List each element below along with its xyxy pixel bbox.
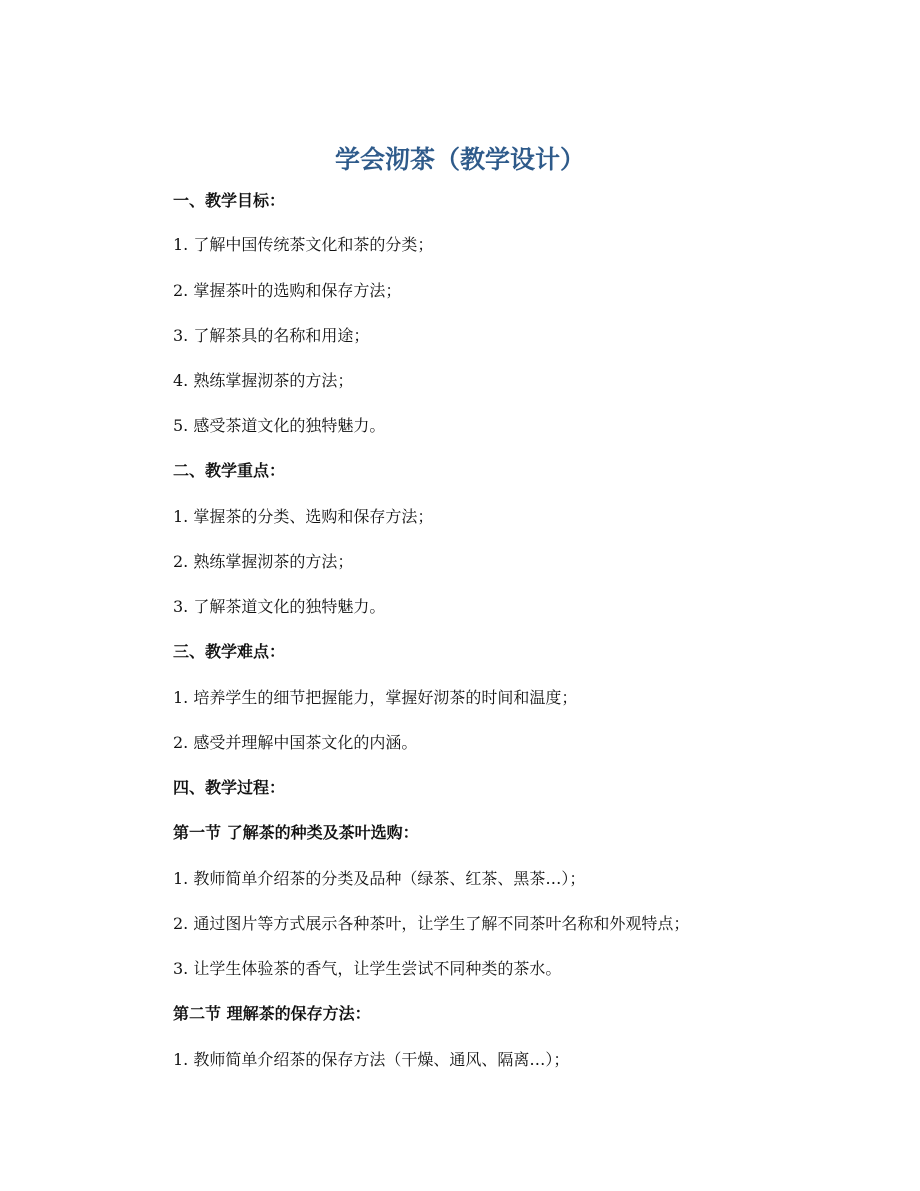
goal-item: 2. 掌握茶叶的选购和保存方法； bbox=[173, 281, 402, 300]
key-point-item: 3. 了解茶道文化的独特魅力。 bbox=[173, 597, 386, 616]
section-heading-goals: 一、教学目标： bbox=[173, 191, 286, 210]
process-part1-item: 1. 教师简单介绍茶的分类及品种（绿茶、红茶、黑茶…）； bbox=[173, 869, 586, 888]
goal-item: 5. 感受茶道文化的独特魅力。 bbox=[173, 416, 386, 435]
goal-item: 4. 熟练掌握沏茶的方法； bbox=[173, 371, 354, 390]
section-heading-difficulties: 三、教学难点： bbox=[173, 642, 286, 661]
process-part1-heading: 第一节 了解茶的种类及茶叶选购： bbox=[173, 823, 419, 842]
document-title: 学会沏茶（教学设计） bbox=[334, 145, 585, 174]
process-part2-item: 1. 教师简单介绍茶的保存方法（干燥、通风、隔离…）； bbox=[173, 1050, 570, 1069]
key-point-item: 2. 熟练掌握沏茶的方法； bbox=[173, 552, 354, 571]
section-heading-process: 四、教学过程： bbox=[173, 778, 286, 797]
process-part2-heading: 第二节 理解茶的保存方法： bbox=[173, 1004, 371, 1023]
process-part1-item: 2. 通过图片等方式展示各种茶叶，让学生了解不同茶叶名称和外观特点； bbox=[173, 914, 690, 933]
section-heading-key-points: 二、教学重点： bbox=[173, 461, 286, 480]
goal-item: 3. 了解茶具的名称和用途； bbox=[173, 326, 370, 345]
process-part1-item: 3. 让学生体验茶的香气，让学生尝试不同种类的茶水。 bbox=[173, 959, 562, 978]
key-point-item: 1. 掌握茶的分类、选购和保存方法； bbox=[173, 507, 434, 526]
goal-item: 1. 了解中国传统茶文化和茶的分类； bbox=[173, 235, 434, 254]
difficulty-item: 2. 感受并理解中国茶文化的内涵。 bbox=[173, 733, 418, 752]
difficulty-item: 1. 培养学生的细节把握能力，掌握好沏茶的时间和温度； bbox=[173, 688, 578, 707]
